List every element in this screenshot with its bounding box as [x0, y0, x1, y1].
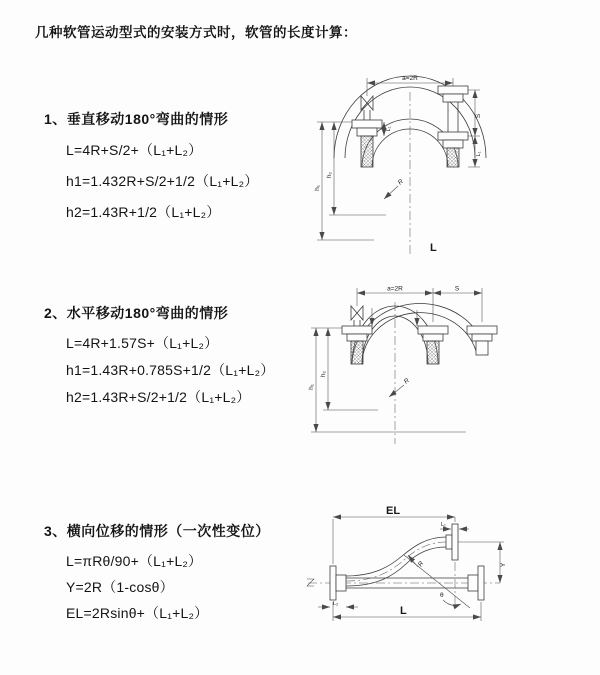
section-2-heading: 2、水平移动180°弯曲的情形	[44, 305, 229, 321]
braided-hose	[447, 148, 459, 167]
section-2-formula-h2: h2=1.43R+S/2+1/2（L₁+L₂）	[66, 389, 251, 405]
valve-icon	[361, 96, 373, 110]
flange	[438, 132, 468, 140]
dim-l1-label: L₁	[441, 522, 446, 528]
section-3-formula-Y: Y=2R（1-cosθ）	[66, 579, 174, 595]
dim-h1-label: h₁	[308, 384, 315, 390]
page-title: 几种软管运动型式的安装方式时，软管的长度计算：	[35, 25, 357, 40]
valve-icon	[351, 306, 363, 320]
pipe-end-3	[467, 288, 497, 355]
dimension-lines	[318, 505, 507, 621]
braided-hose	[351, 341, 363, 364]
dim-el-label: EL	[386, 505, 401, 517]
dim-h1-label: h₁	[314, 185, 321, 191]
section-2-formula-h1: h1=1.43R+0.785S+1/2（L₁+L₂）	[66, 362, 275, 378]
flange-nut	[357, 128, 377, 136]
pipe-end-1	[342, 288, 372, 364]
left-flange	[330, 566, 346, 600]
dim-y-label: Y	[500, 562, 507, 568]
diagram-horizontal-180-bend	[306, 282, 590, 454]
dim-l2-label: L₂	[333, 601, 339, 607]
flange-plate	[478, 566, 484, 600]
flange-plate	[452, 524, 458, 560]
dim-h2-label: h₂	[320, 370, 327, 378]
section-1-formula-h1: h1=1.432R+S/2+1/2（L₁+L₂）	[66, 173, 259, 189]
section-2-formula-L: L=4R+1.57S+（L₁+L₂）	[66, 335, 219, 351]
dim-span-label: a=2R	[402, 75, 418, 82]
flange	[438, 86, 468, 94]
dim-span-label: a=2R	[387, 285, 403, 293]
dim-l-label: L	[400, 605, 407, 617]
dim-r-label: R	[396, 178, 405, 187]
flange-nut	[347, 334, 367, 341]
flange	[467, 326, 497, 334]
dim-r-label: R	[402, 377, 411, 386]
left-pipe-end	[352, 78, 382, 167]
construction-lines	[404, 555, 470, 608]
flange-nut	[472, 334, 492, 341]
flange-plate	[330, 566, 336, 600]
pipe-stub	[476, 341, 488, 355]
section-3-formula-L: L=πRθ/90+（L₁+L₂）	[66, 553, 203, 569]
break-mark	[307, 579, 314, 586]
flange	[418, 326, 448, 334]
right-pipe-end	[438, 78, 468, 167]
pipe-stub	[468, 575, 478, 591]
flange-nut	[423, 334, 443, 341]
flange	[352, 120, 382, 128]
dim-s-label: S	[475, 113, 482, 119]
pipe-end-2	[418, 288, 448, 364]
pipe-stub	[336, 575, 346, 591]
section-3-formula-EL: EL=2Rsinθ+（L₁+L₂）	[66, 605, 209, 621]
dim-l-label: L	[430, 242, 437, 254]
dim-r-label: R	[416, 560, 426, 569]
dim-l1-left-label: L₁	[386, 126, 392, 132]
pipe-stub	[446, 535, 452, 549]
braided-hose	[427, 341, 439, 364]
dim-h2-label: h₂	[326, 171, 333, 179]
section-1-formula-L: L=4R+S/2+（L₁+L₂）	[66, 142, 203, 158]
diagram-lateral-displacement	[300, 505, 590, 660]
diagram-vertical-180-bend	[312, 70, 580, 260]
hose-s-curve	[346, 524, 458, 586]
dim-l1-right-label: L₁	[476, 151, 482, 157]
braided-hose	[361, 136, 373, 167]
section-1-heading: 1、垂直移动180°弯曲的情形	[44, 111, 229, 127]
dim-theta-label: θ	[440, 592, 444, 599]
flange	[342, 326, 372, 334]
flange-nut	[443, 140, 463, 148]
section-3-heading: 3、横向位移的情形（一次性变位）	[44, 523, 270, 539]
dim-s-label: S	[454, 285, 460, 293]
flange-nut	[443, 94, 463, 102]
section-1-formula-h2: h2=1.43R+1/2（L₁+L₂）	[66, 204, 221, 220]
